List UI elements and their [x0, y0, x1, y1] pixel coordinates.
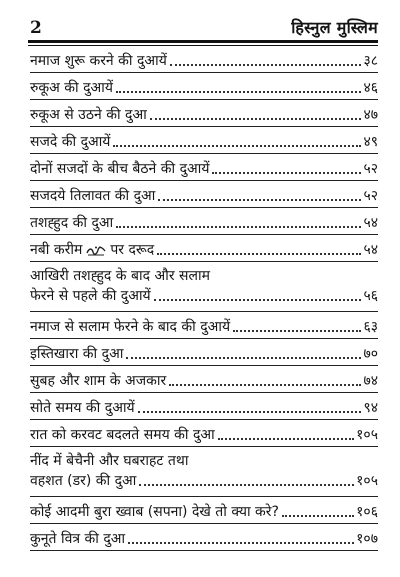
toc-entry-page: ५६ [363, 288, 378, 304]
toc-entry-title: सजदे की दुआयें [30, 134, 111, 150]
dot-leader [126, 356, 361, 359]
toc-entry-title: दोनों सजदों के बीच बैठने की दुआयें [30, 161, 210, 177]
dot-leader [157, 252, 361, 255]
dot-leader [169, 383, 361, 386]
dot-leader [116, 90, 361, 93]
table-of-contents [30, 46, 378, 551]
toc-entry-title: रुकूअ की दुआयें [30, 80, 113, 96]
dot-leader [170, 63, 362, 66]
dot-leader [128, 541, 354, 544]
toc-entry[interactable] [30, 73, 378, 100]
toc-entry-page: ४६ [363, 80, 378, 96]
toc-entry[interactable] [30, 100, 378, 127]
toc-entry[interactable] [30, 420, 378, 447]
dot-leader [138, 410, 362, 413]
dot-leader [150, 117, 362, 120]
toc-entry-page: ५४ [363, 242, 378, 258]
dot-leader [116, 225, 361, 228]
dot-leader [154, 298, 362, 301]
toc-entry-title-end: पर दरूद [110, 242, 155, 258]
toc-entry-title: सजदये तिलावत की दुआ [30, 188, 156, 204]
toc-entry-page: ४७ [363, 107, 378, 123]
toc-entry-page: ५२ [363, 161, 378, 177]
toc-entry[interactable] [30, 339, 378, 366]
toc-entry[interactable] [30, 46, 378, 73]
toc-entry[interactable] [30, 497, 378, 524]
toc-entry-title: रात को करवट बदलते समय की दुआ [30, 427, 215, 443]
toc-entry-title-line1: आखिरी तशह्हुद के बाद और सलाम [30, 268, 210, 284]
toc-entry[interactable] [30, 312, 378, 339]
toc-entry-title: तशह्हुद की दुआ [30, 215, 114, 231]
dot-leader [282, 514, 354, 517]
toc-entry-page: ७४ [363, 373, 378, 389]
dot-leader [113, 144, 361, 147]
toc-entry-title: सुबह और शाम के अजकार [30, 373, 167, 389]
dot-leader [212, 171, 361, 174]
calligraphic-salutation-icon [86, 245, 106, 256]
toc-entry-title-line1: नींद में बेचैनी और घबराहट तथा [30, 453, 189, 469]
book-title: हिस्नुल मुस्लिम [291, 18, 378, 37]
toc-entry[interactable] [30, 181, 378, 208]
toc-entry-page: ७० [363, 346, 378, 362]
toc-entry-title: वहशत (डर) की दुआ [30, 473, 137, 489]
toc-entry-page: ५२ [363, 188, 378, 204]
dot-leader [158, 198, 361, 201]
toc-entry-page: १०५ [356, 473, 378, 489]
toc-entry-title [30, 241, 154, 259]
toc-entry-page: ६३ [363, 319, 378, 335]
toc-entry[interactable] [30, 447, 378, 497]
toc-entry-page: १०५ [356, 427, 378, 443]
toc-entry[interactable] [30, 366, 378, 393]
page-number: 2 [30, 18, 42, 38]
toc-entry-page: ३८ [363, 53, 378, 69]
toc-entry-page: १०६ [356, 504, 378, 520]
dot-leader [139, 483, 354, 486]
toc-entry-page: ४९ [363, 134, 378, 150]
toc-entry-title: इस्तिखारा की दुआ [30, 346, 124, 362]
toc-entry[interactable] [30, 235, 378, 262]
toc-entry-title: कुनूते वित्र की दुआ [30, 531, 126, 547]
toc-entry-page: १०७ [356, 531, 378, 547]
toc-entry-title: फेरने से पहले की दुआयें [30, 288, 151, 304]
toc-entry[interactable] [30, 208, 378, 235]
toc-entry-title: सोते समय की दुआयें [30, 400, 135, 416]
dot-leader [218, 437, 354, 440]
toc-entry-title: नमाज से सलाम फेरने के बाद की दुआयें [30, 319, 231, 335]
dot-leader [233, 329, 361, 332]
toc-entry[interactable] [30, 393, 378, 420]
toc-entry-title: कोई आदमी बुरा ख्वाब (सपना) देखे तो क्या करे? [30, 504, 279, 520]
toc-entry-page: ९४ [363, 400, 378, 416]
toc-entry-title: रुकूअ से उठने की दुआ [30, 107, 147, 123]
toc-entry-page: ५४ [363, 215, 378, 231]
toc-entry[interactable] [30, 524, 378, 551]
toc-entry-title-start: नबी करीम [30, 242, 83, 258]
page-header [30, 14, 378, 40]
toc-entry[interactable] [30, 262, 378, 312]
toc-entry-title: नमाज शुरू करने की दुआयें [30, 53, 167, 69]
toc-entry[interactable] [30, 154, 378, 181]
toc-entry[interactable] [30, 127, 378, 154]
